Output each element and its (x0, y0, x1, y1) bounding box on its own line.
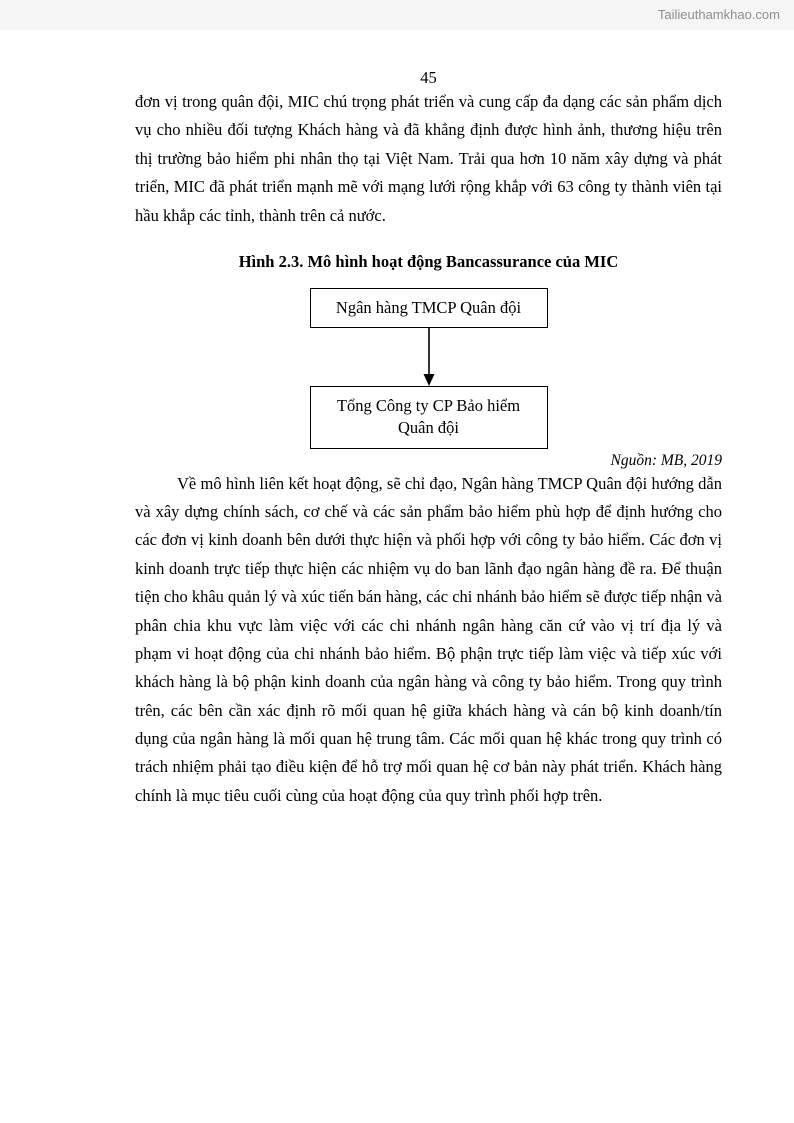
source-note: Nguồn: MB, 2019 (610, 451, 722, 469)
diagram-box-bank: Ngân hàng TMCP Quân đội (310, 288, 548, 328)
diagram-box-insurance-line2: Quân đội (398, 418, 459, 438)
diagram-box-insurance-line1: Tổng Công ty CP Bảo hiểm (336, 396, 521, 416)
diagram-box-insurance (310, 386, 548, 449)
figure-title: Hình 2.3. Mô hình hoạt động Bancassurance của MIC (238, 251, 619, 271)
paragraph-continuation: đơn vị trong quân đội, MIC chú trọng phát triển và cung cấp đa dạng các sản phẩm dịch vụ cho nhiều đối tượng Khách hàng và đã khẳng định được hình ảnh, thương hiệu trên thị trường bảo hiểm phi nhân thọ tại Việt Nam. Trải qua hơn 10 năm xây dựng và phát triển, MIC đã phát triển mạnh mẽ với mạng lưới rộng khắp với 63 công ty thành viên tại hầu khắp các tỉnh, thành trên cả nước. (135, 92, 722, 225)
arrow-down-icon (420, 328, 438, 386)
bancassurance-diagram (135, 288, 722, 449)
watermark-text: Tailieuthamkhao.com (657, 7, 780, 22)
paragraph-main: Về mô hình liên kết hoạt động, sẽ chỉ đạo, Ngân hàng TMCP Quân đội hướng dẫn và xây dựng chính sách, cơ chế và các sản phẩm bảo hiểm phù hợp để định hướng cho các đơn vị kinh doanh bên dưới thực hiện và phối hợp với công ty bảo hiểm. Các đơn vị kinh doanh trực tiếp thực hiện các nhiệm vụ do ban lãnh đạo ngân hàng đề ra. Để thuận tiện cho khâu quản lý và xúc tiến bán hàng, các chi nhánh bảo hiểm sẽ được tiếp nhận và phân chia khu vực làm việc với các chi nhánh ngân hàng căn cứ vào vị trí địa lý và phạm vi hoạt động của chi nhánh bảo hiểm. Bộ phận trực tiếp làm việc và tiếp xúc với khách hàng là bộ phận kinh doanh của ngân hàng và công ty bảo hiểm. Trong quy trình trên, các bên cần xác định rõ mối quan hệ giữa khách hàng và cán bộ kinh doanh/tín dụng của ngân hàng là mối quan hệ trung tâm. Các mối quan hệ khác trong quy trình có trách nhiệm phải tạo điều kiện để hỗ trợ mối quan hệ cơ bản này phát triển. Khách hàng chính là mục tiêu cuối cùng của hoạt động của quy trình phối hợp trên. (135, 473, 722, 805)
page-number: 45 (420, 68, 437, 87)
